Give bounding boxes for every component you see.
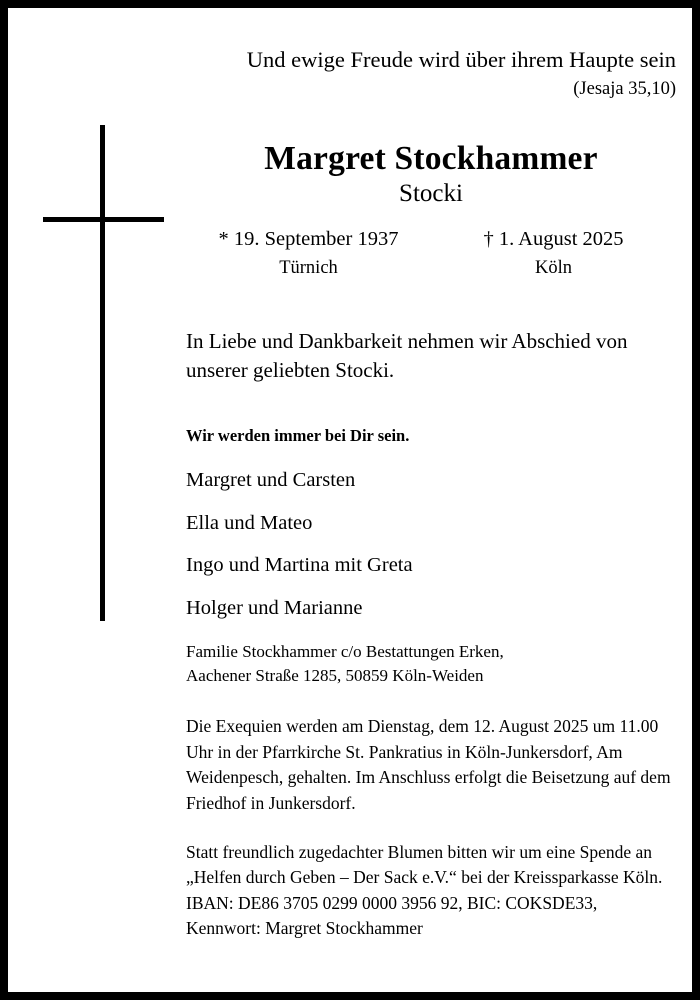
list-item: Margret und Carsten: [186, 469, 356, 492]
survivors-list: [186, 470, 676, 618]
deceased-name: Margret Stockhammer: [264, 140, 598, 177]
list-item: Ingo und Martina mit Greta: [186, 554, 413, 577]
address-line-1: Familie Stockhammer c/o Bestattungen Erken,: [186, 642, 504, 662]
contact-address: [186, 640, 676, 688]
birth-place: Türnich: [279, 257, 338, 278]
deceased-nickname: Stocki: [399, 180, 463, 207]
death-info: [431, 225, 676, 282]
farewell-message: In Liebe und Dankbarkeit nehmen wir Abschied von unserer geliebten Stocki.: [186, 328, 628, 383]
list-item: Ella und Mateo: [186, 511, 313, 534]
pledge-message: Wir werden immer bei Dir sein.: [186, 426, 410, 446]
birth-info: [186, 225, 431, 282]
life-dates: [186, 225, 676, 282]
list-item: Holger und Marianne: [186, 596, 363, 619]
death-date: † 1. August 2025: [483, 228, 624, 250]
christian-cross-icon: [35, 125, 165, 621]
death-place: Köln: [535, 257, 572, 278]
address-line-2: Aachener Straße 1285, 50859 Köln-Weiden: [186, 666, 484, 686]
cross-horizontal-bar: [43, 217, 164, 222]
funeral-service-details: Die Exequien werden am Dienstag, dem 12. August 2025 um 11.00 Uhr in der Pfarrkirche St. Pankratius in Köln-Junkersdorf, Am Weidenpesch, gehalten. Im Anschluss erfolgt die Beisetzung auf dem Friedhof in Junkersdorf.: [186, 716, 671, 813]
obituary-content: [186, 8, 676, 941]
cross-vertical-bar: [100, 125, 105, 621]
verse-text: Und ewige Freude wird über ihrem Haupte sein: [246, 47, 676, 72]
verse-source: (Jesaja 35,10): [573, 79, 676, 99]
donation-request: Statt freundlich zugedachter Blumen bitten wir um eine Spende an „Helfen durch Geben – Der Sack e.V.“ bei der Kreissparkasse Köln. IBAN: DE86 3705 0299 0000 3956 92, BIC: COKSDE33, Kennwort: Margret Stockhammer: [186, 841, 663, 939]
birth-date: * 19. September 1937: [218, 228, 399, 250]
